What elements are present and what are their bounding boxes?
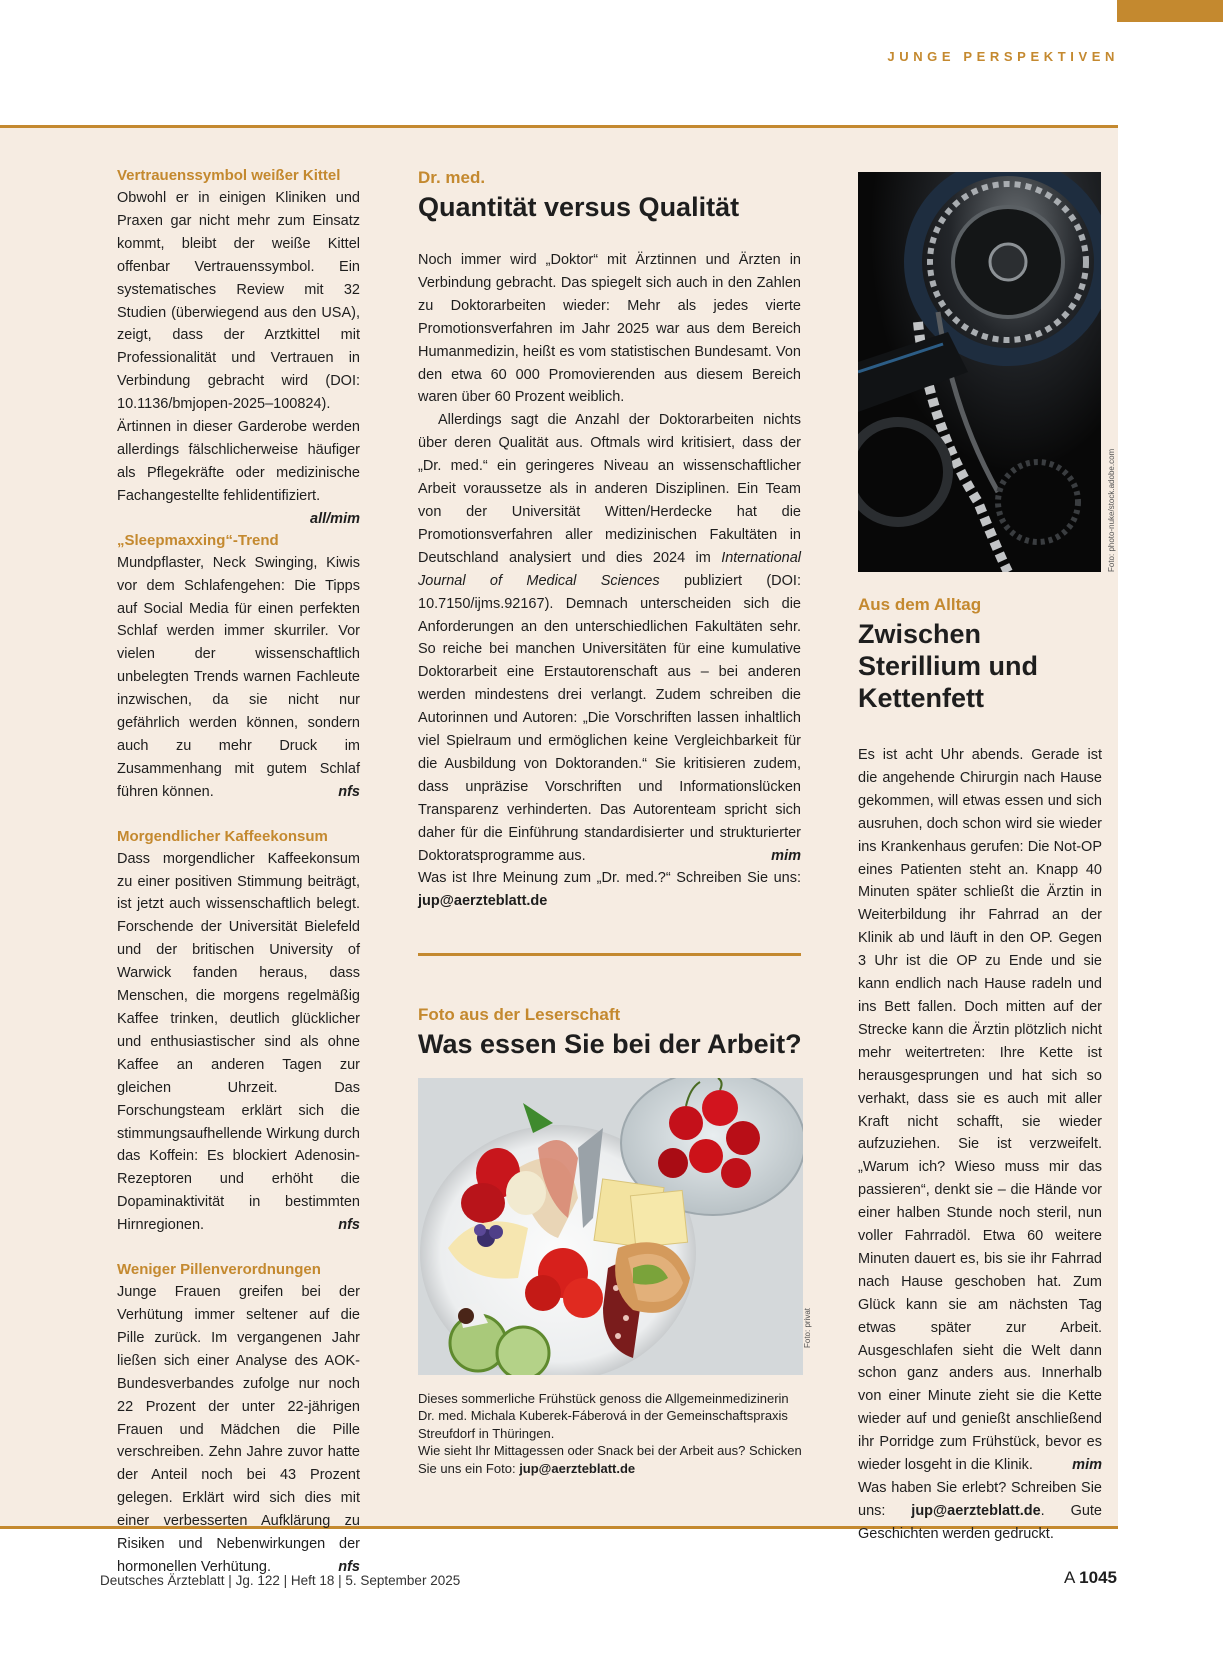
- feature-headline: Was essen Sie bei der Arbeit?: [418, 1029, 802, 1059]
- page-number: A 1045: [1064, 1568, 1117, 1587]
- article-paragraph: Allerdings sagt die Anzahl der Doktorarbeiten nichts über deren Qualität aus. Oftmals wird kritisiert, dass der „Dr. med.“ ein geringeres Niveau an wissenschaftlicher Arbeit voraussetze als in anderen Disziplinen. Ein Team von der Universität Witten/Herdecke hat die Promotionsverfahren aller medizinischen Fakultäten in Deutschland analysiert und dies 2024 im International Journal of Medical Sciences publiziert (DOI: 10.7150/ijms.92167). Demnach unterscheiden sich die Anforderungen an den unterschiedlichen Fakultäten sehr. So reiche bei manchen Universitäten für eine kumulative Doktorarbeit eine Erstautorenschaft aus – bei anderen werden mindestens drei verlangt. Zudem schreiben die Autorinnen und Autoren: „Die Vorschriften lassen inhaltlich viel Spielraum und ermöglichen keine Vergleichbarkeit für die Ausbildung von Doktoranden.“ Sie kritisieren zudem, dass unpräzise Vorschriften und Informationslücken Transparenz verhinderten. Das Autorenteam spricht sich daher für die Einführung standardisierter und strukturierter Doktoratsprogramme aus. mim: [418, 409, 801, 867]
- article-body: Es ist acht Uhr abends. Gerade ist die angehende Chirurgin nach Hause gekommen, will etwas essen und sich ausruhen, doch schon wird sie wieder ins Krankenhaus gerufen: Die Not-OP eines Patienten steht an. Knapp 40 Minuten später schließt die Ärztin in Weiterbildung ihr Fahrrad an der Klinik ab und läuft in den OP. Gegen 3 Uhr ist die OP zu Ende und sie kann endlich nach Hause radeln und ins Bett fallen. Doch mitten auf der Strecke kann die Ärztin plötzlich nicht mehr weitertreten: Ihre Kette ist herausgesprungen und hat sich so verhakt, dass sie es auch mit aller Kraft nicht schafft, sie wieder aufzuziehen. Sie ist verzweifelt. „Warum ich? Wieso muss mir das passieren“, denkt sie – die Hände vor einer halben Stunde noch steril, nun voller Fahrradöl. Etwa 60 weitere Minuten dauert es, bis sie ihr Fahrrad nach Hause geschoben hat. Zum Glück kann sie am nächsten Tag etwas später zur Arbeit. Ausgeschlafen sieht die Welt dann schon ganz anders aus. Innerhalb von einer Minute zieht sie die Kette wieder auf und genießt anschließend ihr Porridge zum Frühstück, bevor es wieder losgeht in die Klinik. mim Was haben Sie erlebt? Schreiben Sie uns: jup@aerzteblatt.de. Gute Geschichten werden gedruckt.: [858, 744, 1102, 1546]
- reader-call-to-action: Was ist Ihre Meinung zum „Dr. med.?“ Schreiben Sie uns: jup@aerzteblatt.de: [418, 870, 801, 910]
- news-heading: Morgendlicher Kaffeekonsum: [117, 827, 328, 845]
- author-signature: mim: [1072, 1457, 1102, 1474]
- news-item-coffee: [117, 826, 360, 1237]
- photo-credit: Foto: privat: [803, 1307, 812, 1348]
- article-kicker: Dr. med.: [418, 168, 486, 187]
- breakfast-photo-illustration: [418, 1078, 803, 1375]
- journal-name: International Journal of Medical Sciences: [418, 549, 801, 589]
- news-heading: Weniger Pillenverordnungen: [117, 1261, 321, 1279]
- author-signature: nfs: [338, 783, 360, 800]
- middle-article: [418, 165, 801, 913]
- right-article: [858, 592, 1102, 1546]
- breakfast-photo: [418, 1078, 803, 1375]
- author-signature: mim: [771, 847, 801, 864]
- reader-call-to-action: Was haben Sie erlebt? Schreiben Sie uns: jup@aerzteblatt.de. Gute Geschichten werden gedruckt.: [858, 1480, 1103, 1542]
- left-column: [117, 165, 360, 1601]
- news-item-white-coat: [117, 165, 360, 527]
- bicycle-chain-illustration: [858, 172, 1101, 572]
- right-column: [858, 172, 1102, 1546]
- news-body: Mundpflaster, Neck Swinging, Kiwis vor dem Schlafengehen: Die Tipps auf Social Media für einen perfekten Schlaf werden immer skurriler. Vor vielen der wissenschaftlich unbelegten Trends warnen Fachleute inzwischen, da sie nicht nur gefährlich werden können, sondern auch zu mehr Druck im Zusammenhang mit gutem Schlaf führen können. nfs: [117, 552, 360, 804]
- section-label: JUNGE PERSPEKTIVEN: [887, 49, 1119, 64]
- author-signature: all/mim: [310, 510, 360, 527]
- news-item-pill: [117, 1259, 360, 1579]
- news-body: Obwohl er in einigen Kliniken und Praxen gar nicht mehr zum Einsatz kommt, bleibt der weiße Kittel offenbar Vertrauenssymbol. Ein systematisches Review mit 32 Studien (überwiegend aus den USA), zeigt, dass der Arztkittel mit Professionalität und Vertrauen in Verbindung gebracht wird (DOI: 10.1136/bmjopen-2025–100824). Ärtinnen in dieser Garderobe werden allerdings fälschlicherweise häufiger als Pflegekräfte oder medizinische Fachangestellte fehlidentifiziert. all/mim: [117, 187, 360, 508]
- bicycle-chain-photo: [858, 172, 1101, 572]
- photo-credit: Foto: photo-nuke/stock.adobe.com: [1107, 448, 1116, 572]
- news-item-sleepmaxxing: [117, 530, 360, 804]
- news-heading: „Sleepmaxxing“-Trend: [117, 531, 279, 549]
- author-signature: nfs: [338, 1558, 360, 1575]
- contact-email-link[interactable]: jup@aerzteblatt.de: [911, 1502, 1041, 1519]
- article-headline: Quantität versus Qualität: [418, 192, 740, 222]
- article-paragraph: Noch immer wird „Doktor“ mit Ärztinnen und Ärzten in Verbindung gebracht. Das spiegelt sich auch in den Zahlen zu Doktorarbeiten wieder: Mehr als jedes vierte Promotionsverfahren im Jahr 2025 war aus dem Bereich Humanmedizin, heißt es vom statistischen Bundesamt. Von den etwa 60 000 Promovierenden aus diesem Bereich waren über 60 Prozent weiblich.: [418, 252, 801, 406]
- contact-email-link[interactable]: jup@aerzteblatt.de: [418, 893, 548, 910]
- news-body: Junge Frauen greifen bei der Verhütung immer seltener auf die Pille zurück. Im vergangenen Jahr ließen sich einer Analyse des AOK-Bundesverbandes zufolge nur noch 22 Prozent der unter 22-jährigen Frauen und Mädchen die Pille verschreiben. Zehn Jahre zuvor hatte der Anteil noch bei 43 Prozent gelegen. Erklärt wird sich dies mit einer verbesserten Aufklärung zu Risiken und Nebenwirkungen der hormonellen Verhütung. nfs: [117, 1281, 360, 1579]
- news-heading: Vertrauenssymbol weißer Kittel: [117, 167, 341, 184]
- corner-accent-tab: [1117, 0, 1223, 22]
- footer-citation: Deutsches Ärzteblatt | Jg. 122 | Heft 18 | 5. September 2025: [100, 1573, 461, 1588]
- feature-kicker: Foto aus der Leserschaft: [418, 1005, 621, 1024]
- contact-email-link[interactable]: jup@aerzteblatt.de: [519, 1460, 636, 1476]
- news-body: Dass morgendlicher Kaffeekonsum zu einer positiven Stimmung beiträgt, ist jetzt auch wissenschaftlich belegt. Forschende der Universität Bielefeld und der britischen University of Warwick fanden heraus, dass Menschen, die morgens regelmäßig Kaffee trinken, deutlich glücklicher und enthusiastischer sind als ohne Kaffee an anderen Tagen zur gleichen Uhrzeit. Das Forschungsteam erklärt sich die stimmungsaufhellende Wirkung durch das Koffein: Es blockiert Adenosin-Rezeptoren und erhöht die Dopaminaktivität in bestimmten Hirnregionen. nfs: [117, 848, 360, 1237]
- section-divider: [418, 953, 801, 956]
- photo-caption: Dieses sommerliche Frühstück genoss die Allgemeinmedizinerin Dr. med. Michala Kuberek-Fáberová in der Gemeinschaftspraxis Streufdorf in Thüringen. Wie sieht Ihr Mittagessen oder Snack bei der Arbeit aus? Schicken Sie uns ein Foto: jup@aerzteblatt.de: [418, 1391, 802, 1476]
- article-kicker: Aus dem Alltag: [858, 595, 982, 614]
- reader-photo-feature: [418, 1002, 803, 1477]
- article-body: [418, 249, 801, 913]
- author-signature: nfs: [338, 1217, 360, 1234]
- article-headline: Zwischen Sterillium und Kettenfett: [858, 619, 1039, 713]
